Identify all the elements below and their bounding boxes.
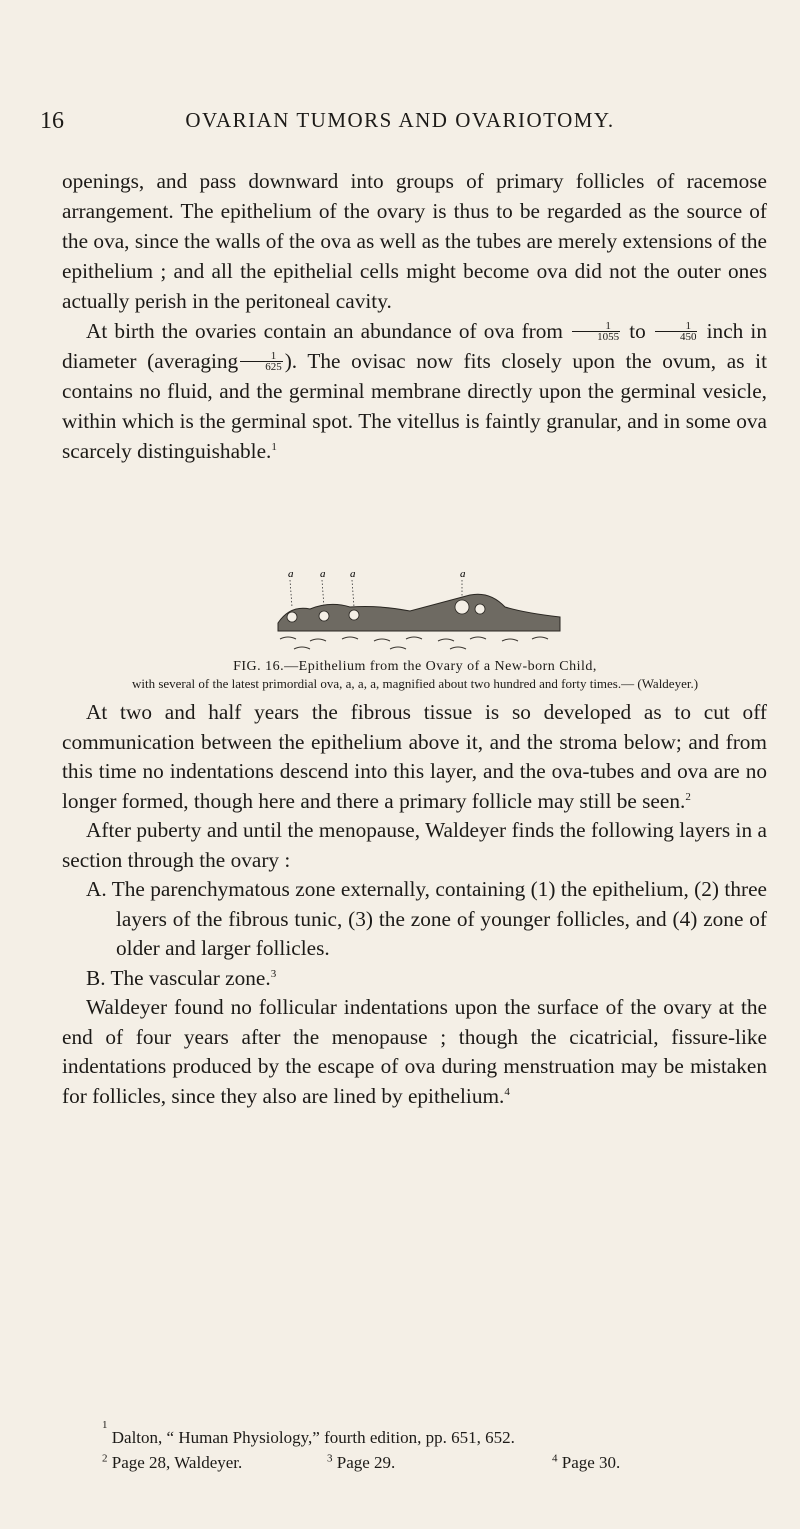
figure-caption-body: with several of the latest primordial ova, a, a, a, magnified about two hundred and forty times.— (Waldeyer.) (131, 676, 699, 691)
footnote-ref-2: 2 (685, 790, 691, 803)
para2-text-a: At birth the ovaries contain an abundance of ova from (86, 319, 563, 343)
footnote-row-2 (102, 1450, 782, 1475)
footnote-4-text: Page 30. (561, 1453, 621, 1472)
fraction-3 (240, 351, 283, 372)
footnote-2-mark: 2 (102, 1452, 108, 1465)
fraction-1-den: 1055 (597, 331, 620, 343)
figure-label-a4: a (460, 568, 466, 580)
footnote-ref-1: 1 (271, 440, 277, 453)
para2-text-b: to (629, 319, 646, 343)
body-text-top (62, 166, 767, 466)
footnote-2 (102, 1450, 327, 1475)
fraction-1 (572, 321, 620, 342)
para3-text: At two and half years the fibrous tissue is so developed as to cut off communication between the epithelium above it, and the stroma below; and from this time no indentations descend into this layer, and the ova-tubes and ova are no longer formed, though here and there a primary follicle may still be seen. (62, 700, 767, 813)
list-item-b (86, 964, 767, 994)
footnote-4-mark: 4 (552, 1452, 558, 1465)
footnotes (102, 1419, 782, 1475)
paragraph-3 (62, 698, 767, 816)
para2-text-d: ). The ovisac now fits closely upon the ovum, as it contains no fluid, and the germinal membrane directly upon the germinal vesicle, within which is the germinal spot. The vitellus is faintly granular, and in some ova scarcely distinguishable. (62, 349, 767, 463)
footnote-ref-4: 4 (504, 1085, 510, 1098)
fraction-1-num: 1 (572, 321, 620, 332)
paragraph-2 (62, 316, 767, 466)
figure-caption (70, 658, 760, 692)
fraction-3-den: 625 (265, 361, 282, 373)
item-b-text: B. The vascular zone. (86, 965, 271, 990)
figure-label-a1: a (288, 568, 294, 580)
fraction-2-den: 450 (679, 331, 697, 343)
label-leader-lines (290, 580, 462, 607)
footnote-1-mark: 1 (102, 1419, 108, 1431)
footnote-1-text: Dalton, “ Human Physiology,” fourth edition, pp. 651, 652. (111, 1428, 515, 1447)
para2-text-c: inch in diameter (averaging (62, 319, 767, 373)
figure-caption-title: FIG. 16.—Epithelium from the Ovary of a New-born Child, (233, 659, 597, 674)
paragraph-5 (62, 993, 767, 1111)
fraction-2-num: 1 (655, 321, 698, 332)
fraction-2 (655, 321, 698, 342)
footnote-2-text: Page 28, Waldeyer. (111, 1453, 243, 1472)
paragraph-1: openings, and pass downward into groups of primary follicles of racemose arrangement. The epithelium of the ovary is thus to be regarded as the source of the ova, since the walls of the ova as well as the tubes are merely extensions of the epithelium ; and all the epithelial cells might become ova did not the outer ones actually perish in the peritoneal cavity. (62, 169, 767, 313)
stroma-fibres (280, 637, 548, 649)
footnote-ref-3: 3 (270, 967, 277, 980)
paragraph-4: After puberty and until the menopause, Waldeyer finds the following layers in a section through the ovary : (62, 818, 767, 872)
footnote-3-mark: 3 (327, 1452, 333, 1465)
figure-label-a2: a (320, 568, 326, 580)
page-header (40, 108, 760, 140)
figure-label-a3: a (350, 568, 356, 580)
footnote-4 (552, 1450, 620, 1475)
footnote-3-text: Page 29. (336, 1453, 396, 1472)
epithelium-illustration (270, 565, 570, 655)
list-item-a: A. The parenchymatous zone externally, containing (1) the epithelium, (2) three layers of the fibrous tunic, (3) the zone of younger follicles, and (4) zone of older and larger follicles. (86, 877, 767, 960)
footnote-1 (102, 1419, 782, 1450)
body-text-bottom (62, 698, 767, 1111)
fraction-3-num: 1 (240, 351, 283, 362)
footnote-3 (327, 1450, 552, 1475)
para5-text: Waldeyer found no follicular indentations upon the surface of the ovary at the end of four years after the menopause ; though the cicatricial, fissure-like indentations produced by the escape of ova during menstruation may be mistaken for follicles, since they also are lined by epithelium. (62, 995, 767, 1108)
running-title: OVARIAN TUMORS AND OVARIOTOMY. (185, 108, 615, 132)
page-number: 16 (40, 108, 64, 134)
